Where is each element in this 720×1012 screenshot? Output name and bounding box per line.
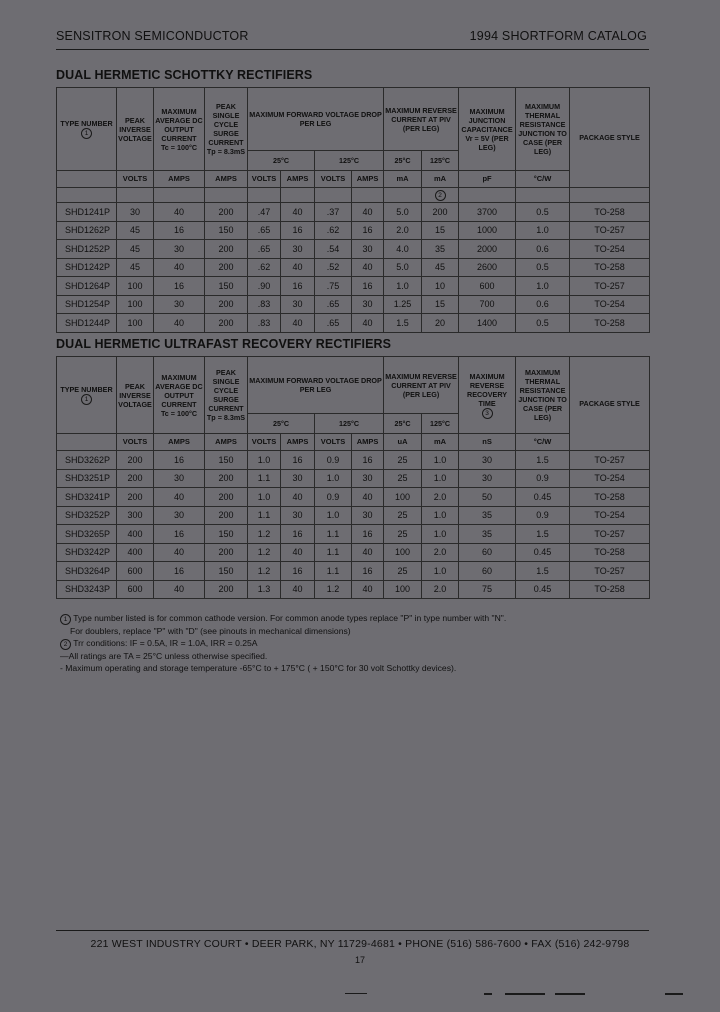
table-cell: 200 [117, 451, 154, 470]
table-row [57, 506, 650, 525]
table-cell: 60 [459, 543, 516, 562]
table-cell: 60 [459, 562, 516, 581]
table-cell: 5.0 [384, 203, 422, 222]
col-thermal-resistance: MAXIMUM THERMAL RESISTANCE JUNCTION TO CASE (PER LEG) [516, 88, 570, 171]
unit-cell [57, 171, 117, 188]
note-3-marker: 3 [482, 408, 493, 419]
unit-cell: uA [384, 434, 422, 451]
table-cell: .47 [248, 203, 281, 222]
table-cell: 30 [459, 469, 516, 488]
part-number-cell: SHD3252P [57, 506, 117, 525]
ir-25c-header: 25°C [384, 414, 422, 434]
table-cell: 1.0 [516, 221, 570, 240]
table-cell: 200 [205, 203, 248, 222]
table-cell: 200 [205, 543, 248, 562]
table-cell: TO-257 [570, 451, 650, 470]
table-cell: 30 [281, 295, 315, 314]
footnote-3: —All ratings are TA = 25°C unless otherwise specified. [60, 651, 268, 662]
table-cell: 30 [281, 240, 315, 259]
table-cell: 16 [281, 221, 315, 240]
table-cell: .52 [315, 258, 352, 277]
table-cell: 1.0 [315, 469, 352, 488]
table-cell: TO-258 [570, 488, 650, 507]
table-cell: 0.9 [315, 488, 352, 507]
table-cell: TO-258 [570, 580, 650, 599]
col-avg-current: MAXIMUM AVERAGE DC OUTPUT CURRENT Tc = 100°C [154, 357, 205, 434]
table-cell: .83 [248, 314, 281, 333]
table-cell: 1.5 [516, 525, 570, 544]
table-cell: 400 [117, 525, 154, 544]
table-cell: 0.45 [516, 580, 570, 599]
table-cell: 40 [154, 314, 205, 333]
table-row [57, 543, 650, 562]
table-cell: 30 [352, 240, 384, 259]
table-cell: 1.5 [516, 451, 570, 470]
table-cell: 0.9 [315, 451, 352, 470]
table-cell: 0.45 [516, 543, 570, 562]
ultrafast-section-title: DUAL HERMETIC ULTRAFAST RECOVERY RECTIFIERS [56, 337, 392, 351]
table-cell: 16 [154, 562, 205, 581]
table-cell: 600 [117, 562, 154, 581]
table-row [57, 525, 650, 544]
footnote-1: 1 Type number listed is for common cathode version. For common anode types replace "P" in type number with "N". [60, 612, 506, 625]
col-thermal-resistance: MAXIMUM THERMAL RESISTANCE JUNCTION TO CASE (PER LEG) [516, 357, 570, 434]
table-cell: 16 [154, 451, 205, 470]
table-cell: 40 [281, 314, 315, 333]
table-cell: 16 [281, 525, 315, 544]
table-cell: TO-254 [570, 295, 650, 314]
table-cell: TO-254 [570, 506, 650, 525]
unit-cell: °C/W [516, 171, 570, 188]
table-cell: TO-254 [570, 469, 650, 488]
table-cell: TO-257 [570, 562, 650, 581]
table-cell: 1.1 [315, 525, 352, 544]
col-recovery-time: MAXIMUM REVERSE RECOVERY TIME 3 [459, 357, 516, 434]
table-cell: 20 [422, 314, 459, 333]
vf-25c-header: 25°C [248, 151, 315, 171]
table-cell: 16 [352, 221, 384, 240]
ultrafast-table [56, 356, 650, 599]
table-cell: 0.5 [516, 258, 570, 277]
unit-cell: mA [422, 434, 459, 451]
col-reverse-current: MAXIMUM REVERSE CURRENT AT PIV (PER LEG) [384, 88, 459, 151]
unit-cell: VOLTS [117, 434, 154, 451]
table-cell: TO-258 [570, 203, 650, 222]
table-cell: 0.6 [516, 295, 570, 314]
unit-cell: VOLTS [248, 171, 281, 188]
unit-cell: AMPS [281, 434, 315, 451]
table-cell: .65 [248, 221, 281, 240]
table-cell: .65 [315, 295, 352, 314]
scan-mark [665, 993, 683, 995]
table-cell: TO-258 [570, 258, 650, 277]
table-cell: 1.3 [248, 580, 281, 599]
table-cell: .62 [248, 258, 281, 277]
table-cell: 45 [117, 221, 154, 240]
table-cell: 0.9 [516, 469, 570, 488]
table-cell: 2.0 [422, 543, 459, 562]
col-package-style: PACKAGE STYLE [570, 357, 650, 451]
table-cell: 25 [384, 469, 422, 488]
footnote-4: - Maximum operating and storage temperature -65°C to + 175°C ( + 150°C for 30 volt Schottky devices). [60, 663, 457, 674]
table-cell: 16 [281, 562, 315, 581]
table-row [57, 451, 650, 470]
part-number-cell: SHD1252P [57, 240, 117, 259]
table-cell: 1.25 [384, 295, 422, 314]
table-cell: 1.0 [516, 277, 570, 296]
footnote-2: 2 Trr conditions: IF = 0.5A, IR = 1.0A, IRR = 0.25A [60, 637, 506, 650]
table-cell: 45 [117, 258, 154, 277]
table-cell: .37 [315, 203, 352, 222]
table-cell: 5.0 [384, 258, 422, 277]
table-cell: 40 [352, 580, 384, 599]
note-1-marker: 1 [81, 128, 92, 139]
ir-25c-header: 25°C [384, 151, 422, 171]
part-number-cell: SHD3262P [57, 451, 117, 470]
unit-cell: °C/W [516, 434, 570, 451]
unit-cell: mA [384, 171, 422, 188]
ir-125c-header: 125°C [422, 151, 459, 171]
unit-cell: AMPS [352, 434, 384, 451]
table-cell: 1.1 [315, 562, 352, 581]
table-cell: 45 [422, 258, 459, 277]
table-cell: .83 [248, 295, 281, 314]
table-row [57, 488, 650, 507]
table-row [57, 240, 650, 259]
unit-cell: AMPS [205, 434, 248, 451]
table-cell: 40 [352, 314, 384, 333]
table-cell: 40 [154, 543, 205, 562]
table-row [57, 562, 650, 581]
table-cell: 100 [384, 488, 422, 507]
table-cell: 100 [384, 580, 422, 599]
table-cell: 40 [352, 488, 384, 507]
header-rule [56, 49, 649, 50]
table-cell: 15 [422, 295, 459, 314]
table-cell: 40 [352, 203, 384, 222]
table-cell: 30 [459, 451, 516, 470]
ultrafast-units-row [57, 434, 650, 451]
table-cell: 1.1 [315, 543, 352, 562]
table-cell: 150 [205, 451, 248, 470]
table-cell: 30 [352, 295, 384, 314]
table-cell: 16 [281, 277, 315, 296]
table-cell: 1.0 [315, 506, 352, 525]
table-cell: 40 [154, 488, 205, 507]
table-cell: 30 [352, 469, 384, 488]
table-cell: 40 [281, 258, 315, 277]
table-cell: 1.1 [248, 506, 281, 525]
col-surge-current: PEAK SINGLE CYCLE SURGE CURRENT Tp = 8.3mS [205, 357, 248, 434]
table-cell: 400 [117, 543, 154, 562]
schottky-note-row [57, 188, 650, 203]
table-cell: 16 [154, 525, 205, 544]
table-cell: 1.2 [248, 525, 281, 544]
table-cell: 100 [384, 543, 422, 562]
table-cell: 1.0 [422, 469, 459, 488]
footnotes [60, 612, 506, 675]
schottky-units-row [57, 171, 650, 188]
footer-address: 221 WEST INDUSTRY COURT • DEER PARK, NY 11729-4681 • PHONE (516) 586-7600 • FAX (516) 242-9798 [90, 938, 630, 950]
table-cell: 2.0 [422, 580, 459, 599]
table-cell: 30 [281, 506, 315, 525]
unit-cell: AMPS [352, 171, 384, 188]
part-number-cell: SHD3243P [57, 580, 117, 599]
note-2-marker: 2 [435, 190, 446, 201]
table-cell: TO-254 [570, 240, 650, 259]
table-cell: 2.0 [422, 488, 459, 507]
table-row [57, 469, 650, 488]
table-cell: 200 [117, 469, 154, 488]
table-cell: 100 [117, 314, 154, 333]
table-row [57, 203, 650, 222]
table-cell: 50 [459, 488, 516, 507]
table-cell: 40 [154, 203, 205, 222]
table-cell: 1.2 [315, 580, 352, 599]
part-number-cell: SHD1264P [57, 277, 117, 296]
table-cell: 200 [205, 506, 248, 525]
table-cell: .75 [315, 277, 352, 296]
table-cell: 2000 [459, 240, 516, 259]
table-row [57, 277, 650, 296]
table-cell: 1.0 [422, 506, 459, 525]
part-number-cell: SHD3242P [57, 543, 117, 562]
table-cell: 25 [384, 562, 422, 581]
table-cell: 4.0 [384, 240, 422, 259]
unit-cell: AMPS [205, 171, 248, 188]
table-cell: 40 [352, 258, 384, 277]
table-cell: 40 [281, 203, 315, 222]
col-reverse-current: MAXIMUM REVERSE CURRENT AT PIV (PER LEG) [384, 357, 459, 414]
table-cell: 40 [281, 488, 315, 507]
table-cell: 40 [281, 580, 315, 599]
table-cell: 40 [352, 543, 384, 562]
table-cell: 1.2 [248, 562, 281, 581]
vf-125c-header: 125°C [315, 151, 384, 171]
scan-mark [555, 993, 585, 995]
table-cell: 2600 [459, 258, 516, 277]
table-cell: TO-257 [570, 221, 650, 240]
part-number-cell: SHD3251P [57, 469, 117, 488]
vf-25c-header: 25°C [248, 414, 315, 434]
table-cell: 200 [117, 488, 154, 507]
table-cell: .65 [248, 240, 281, 259]
part-number-cell: SHD3264P [57, 562, 117, 581]
table-cell: 1.0 [248, 451, 281, 470]
footnote-1b: For doublers, replace "P" with "D" (see pinouts in mechanical dimensions) [70, 626, 351, 636]
table-cell: 3700 [459, 203, 516, 222]
table-cell: 40 [154, 258, 205, 277]
table-cell: 16 [352, 525, 384, 544]
table-cell: 30 [281, 469, 315, 488]
table-cell: 1.0 [422, 525, 459, 544]
table-row [57, 295, 650, 314]
unit-cell: nS [459, 434, 516, 451]
page-number: 17 [354, 955, 365, 965]
col-piv: PEAK INVERSE VOLTAGE [117, 88, 154, 171]
table-row [57, 258, 650, 277]
unit-cell: AMPS [281, 171, 315, 188]
table-cell: 0.5 [516, 314, 570, 333]
unit-cell: VOLTS [117, 171, 154, 188]
table-cell: .65 [315, 314, 352, 333]
table-cell: 15 [422, 221, 459, 240]
table-cell: 200 [205, 469, 248, 488]
table-cell: 200 [205, 240, 248, 259]
table-cell: 25 [384, 451, 422, 470]
table-cell: 150 [205, 525, 248, 544]
catalog-title: 1994 SHORTFORM CATALOG [469, 29, 647, 43]
table-cell: 16 [154, 221, 205, 240]
table-cell: .62 [315, 221, 352, 240]
table-cell: 1.0 [422, 562, 459, 581]
schottky-section-title: DUAL HERMETIC SCHOTTKY RECTIFIERS [56, 68, 313, 82]
table-cell: 300 [117, 506, 154, 525]
unit-cell: AMPS [154, 171, 205, 188]
table-cell: 200 [205, 314, 248, 333]
table-cell: 1.0 [248, 488, 281, 507]
unit-cell: VOLTS [315, 171, 352, 188]
unit-cell: mA [422, 171, 459, 188]
table-cell: 600 [459, 277, 516, 296]
table-cell: 35 [422, 240, 459, 259]
table-cell: 1400 [459, 314, 516, 333]
table-cell: 35 [459, 506, 516, 525]
col-avg-current: MAXIMUM AVERAGE DC OUTPUT CURRENT Tc = 100°C [154, 88, 205, 171]
table-cell: TO-257 [570, 525, 650, 544]
table-row [57, 314, 650, 333]
table-cell: 30 [154, 240, 205, 259]
table-cell: 2.0 [384, 221, 422, 240]
note-2-marker: 2 [60, 639, 71, 650]
unit-cell: VOLTS [315, 434, 352, 451]
table-cell: 700 [459, 295, 516, 314]
table-cell: TO-258 [570, 543, 650, 562]
table-cell: 30 [154, 295, 205, 314]
col-type-number: TYPE NUMBER 1 [57, 357, 117, 434]
table-cell: 30 [154, 506, 205, 525]
table-cell: 150 [205, 277, 248, 296]
table-cell: 200 [205, 295, 248, 314]
table-cell: 10 [422, 277, 459, 296]
table-cell: 0.9 [516, 506, 570, 525]
unit-cell: VOLTS [248, 434, 281, 451]
unit-cell: AMPS [154, 434, 205, 451]
part-number-cell: SHD3265P [57, 525, 117, 544]
scan-mark [345, 993, 367, 994]
table-cell: 100 [117, 277, 154, 296]
schottky-table [56, 87, 650, 333]
col-package-style: PACKAGE STYLE [570, 88, 650, 188]
table-cell: 25 [384, 506, 422, 525]
company-name: SENSITRON SEMICONDUCTOR [56, 29, 249, 43]
table-cell: 16 [352, 451, 384, 470]
table-cell: 16 [281, 451, 315, 470]
col-type-number: TYPE NUMBER 1 [57, 88, 117, 171]
table-cell: 40 [154, 580, 205, 599]
table-cell: TO-257 [570, 277, 650, 296]
table-cell: 1.0 [422, 451, 459, 470]
table-cell: 16 [352, 277, 384, 296]
table-row [57, 580, 650, 599]
table-cell: 150 [205, 221, 248, 240]
table-cell: .54 [315, 240, 352, 259]
table-cell: 45 [117, 240, 154, 259]
footer-rule [56, 930, 649, 931]
table-cell: 200 [205, 488, 248, 507]
col-forward-voltage: MAXIMUM FORWARD VOLTAGE DROP PER LEG [248, 88, 384, 151]
ir-125c-header: 125°C [422, 414, 459, 434]
table-cell: 0.5 [516, 203, 570, 222]
table-cell: 75 [459, 580, 516, 599]
table-cell: 1.1 [248, 469, 281, 488]
table-cell: TO-258 [570, 314, 650, 333]
col-piv: PEAK INVERSE VOLTAGE [117, 357, 154, 434]
unit-cell [57, 434, 117, 451]
table-cell: 30 [352, 506, 384, 525]
table-cell: 0.6 [516, 240, 570, 259]
table-cell: 150 [205, 562, 248, 581]
table-cell: 30 [154, 469, 205, 488]
table-cell: 25 [384, 525, 422, 544]
table-cell: 1000 [459, 221, 516, 240]
part-number-cell: SHD1242P [57, 258, 117, 277]
part-number-cell: SHD1262P [57, 221, 117, 240]
part-number-cell: SHD1254P [57, 295, 117, 314]
table-cell: 1.2 [248, 543, 281, 562]
table-cell: 0.45 [516, 488, 570, 507]
scan-mark [505, 993, 545, 995]
unit-cell: pF [459, 171, 516, 188]
table-row [57, 221, 650, 240]
table-cell: 1.5 [384, 314, 422, 333]
table-cell: 100 [117, 295, 154, 314]
table-cell: .90 [248, 277, 281, 296]
table-cell: 200 [205, 580, 248, 599]
part-number-cell: SHD3241P [57, 488, 117, 507]
table-cell: 40 [281, 543, 315, 562]
note-1-marker: 1 [60, 614, 71, 625]
table-cell: 200 [422, 203, 459, 222]
scan-mark [484, 993, 492, 995]
table-cell: 30 [117, 203, 154, 222]
table-cell: 1.5 [516, 562, 570, 581]
table-cell: 600 [117, 580, 154, 599]
table-cell: 16 [154, 277, 205, 296]
vf-125c-header: 125°C [315, 414, 384, 434]
col-capacitance: MAXIMUM JUNCTION CAPACITANCE Vr = 5V (PER LEG) [459, 88, 516, 171]
table-cell: 16 [352, 562, 384, 581]
col-forward-voltage: MAXIMUM FORWARD VOLTAGE DROP PER LEG [248, 357, 384, 414]
part-number-cell: SHD1244P [57, 314, 117, 333]
note-1-marker: 1 [81, 394, 92, 405]
table-cell: 1.0 [384, 277, 422, 296]
table-cell: 35 [459, 525, 516, 544]
part-number-cell: SHD1241P [57, 203, 117, 222]
col-surge-current: PEAK SINGLE CYCLE SURGE CURRENT Tp = 8.3mS [205, 88, 248, 171]
table-cell: 200 [205, 258, 248, 277]
